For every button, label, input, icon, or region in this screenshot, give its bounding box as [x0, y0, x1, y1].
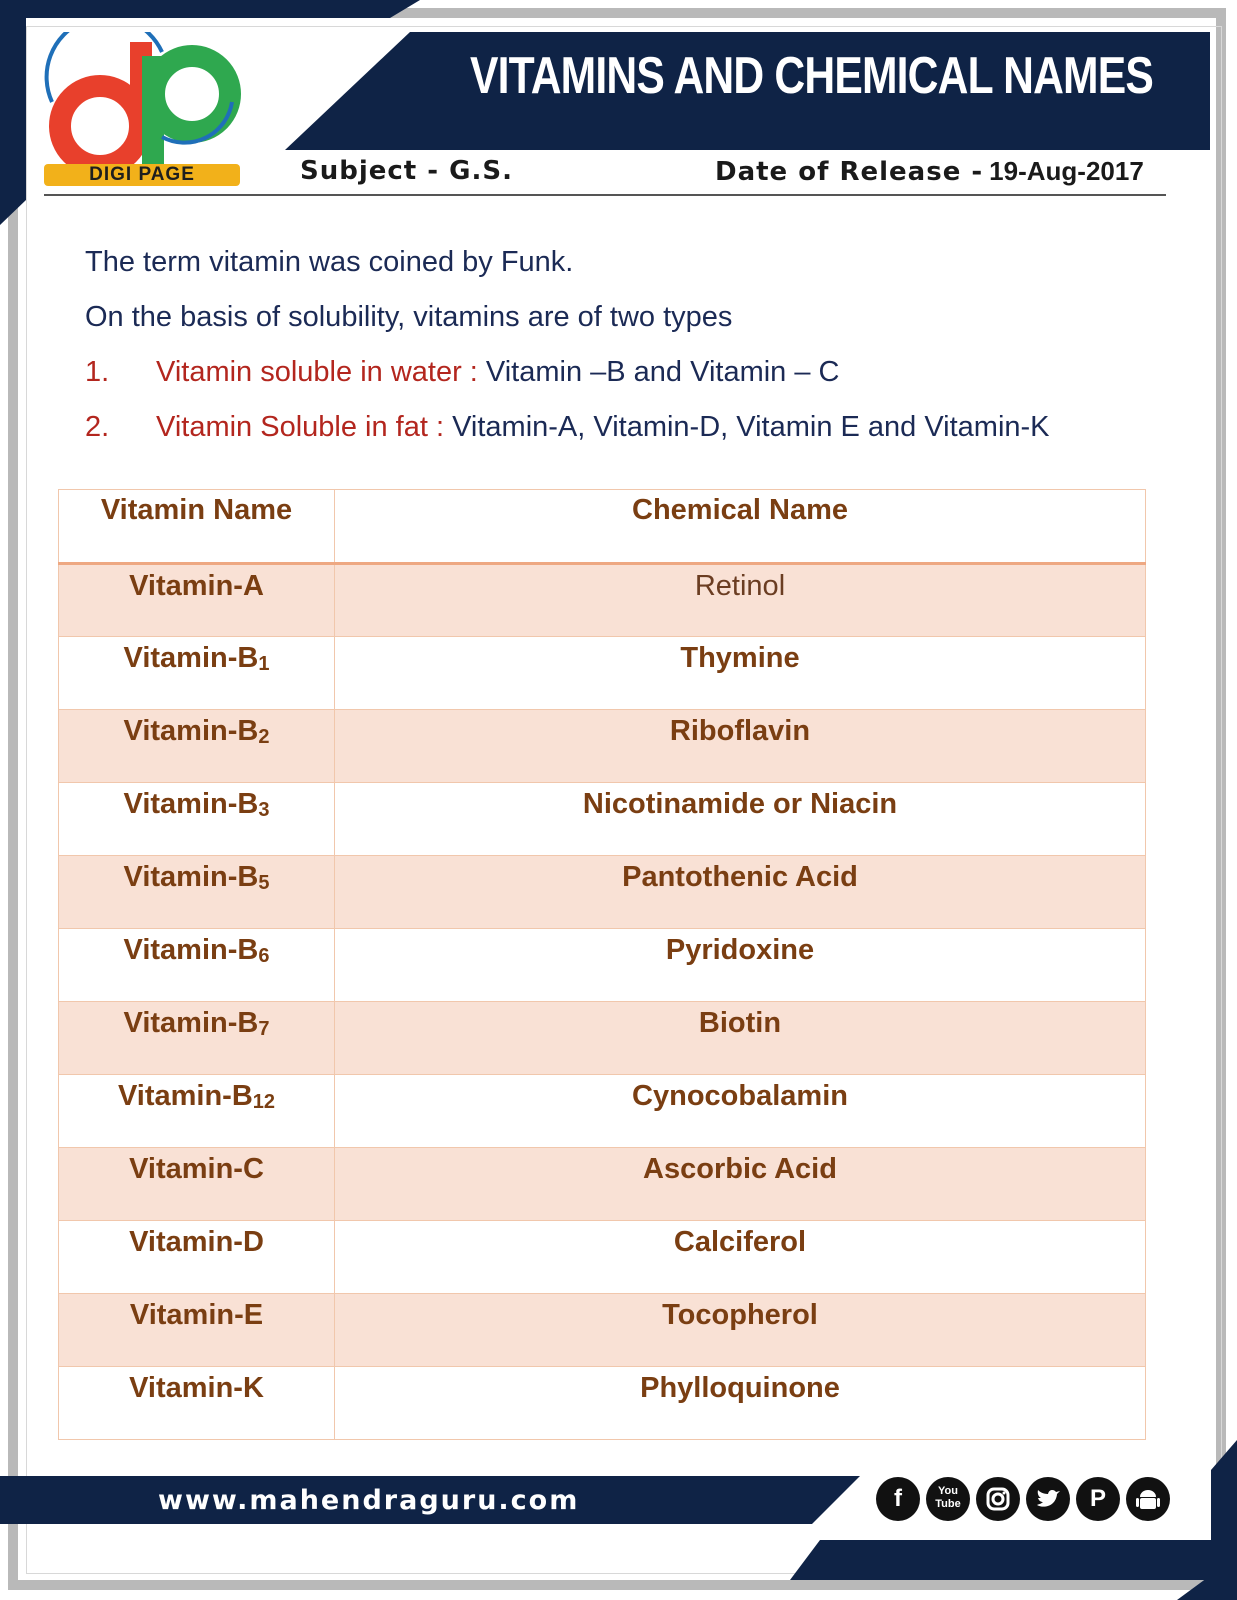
chemical-cell: Riboflavin — [335, 710, 1146, 783]
android-icon[interactable] — [1126, 1477, 1170, 1521]
chemical-cell: Pantothenic Acid — [335, 856, 1146, 929]
twitter-icon[interactable] — [1026, 1477, 1070, 1521]
instagram-icon[interactable] — [976, 1477, 1020, 1521]
table-row — [59, 1367, 1146, 1440]
table-row — [59, 1075, 1146, 1148]
twitter-glyph — [1026, 1477, 1070, 1521]
table-row — [59, 710, 1146, 783]
vitamin-table — [58, 489, 1146, 1440]
facebook-icon[interactable]: f — [876, 1477, 920, 1521]
instagram-glyph — [976, 1477, 1020, 1521]
list-value: Vitamin-A, Vitamin-D, Vitamin E and Vitamin-K — [444, 411, 1050, 443]
vitamin-cell: Vitamin-C — [59, 1148, 335, 1221]
website-link[interactable]: www.mahendraguru.com — [158, 1485, 580, 1516]
table-header-row — [59, 490, 1146, 564]
chemical-cell: Ascorbic Acid — [335, 1148, 1146, 1221]
vitamin-cell: Vitamin-B2 — [59, 710, 335, 783]
release-info — [715, 156, 1144, 187]
table-row — [59, 783, 1146, 856]
vitamin-cell: Vitamin-A — [59, 564, 335, 637]
pinterest-icon[interactable]: P — [1076, 1477, 1120, 1521]
header-vitamin-name: Vitamin Name — [59, 490, 335, 564]
vitamin-cell: Vitamin-B12 — [59, 1075, 335, 1148]
header-chemical-name: Chemical Name — [335, 490, 1146, 564]
chemical-cell: Phylloquinone — [335, 1367, 1146, 1440]
intro-line-1: The term vitamin was coined by Funk. — [85, 246, 574, 278]
release-date: 19-Aug-2017 — [989, 156, 1144, 186]
list-label: Vitamin soluble in water : — [156, 356, 478, 388]
list-number: 2. — [85, 411, 110, 443]
chemical-cell: Nicotinamide or Niacin — [335, 783, 1146, 856]
intro-line-2: On the basis of solubility, vitamins are of two types — [85, 301, 733, 333]
logo-text: DIGI PAGE — [44, 164, 240, 186]
chemical-cell: Tocopherol — [335, 1294, 1146, 1367]
table-row — [59, 1294, 1146, 1367]
table-row — [59, 1221, 1146, 1294]
table-row — [59, 1148, 1146, 1221]
page-title: VITAMINS AND CHEMICAL NAMES — [470, 47, 1154, 105]
vitamin-cell: Vitamin-B7 — [59, 1002, 335, 1075]
chemical-cell: Pyridoxine — [335, 929, 1146, 1002]
android-glyph — [1126, 1477, 1170, 1521]
footer-strip-right — [790, 1540, 1230, 1580]
table-row — [59, 929, 1146, 1002]
list-value: Vitamin –B and Vitamin – C — [477, 356, 840, 388]
list-number: 1. — [85, 356, 110, 388]
youtube-icon[interactable]: You Tube — [926, 1477, 970, 1521]
chemical-cell: Thymine — [335, 637, 1146, 710]
header-divider — [44, 194, 1166, 196]
vitamin-cell: Vitamin-B1 — [59, 637, 335, 710]
vitamin-cell: Vitamin-E — [59, 1294, 335, 1367]
release-label: Date of Release - — [715, 157, 984, 187]
vitamin-cell: Vitamin-B6 — [59, 929, 335, 1002]
chemical-cell: Retinol — [335, 564, 1146, 637]
chemical-cell: Calciferol — [335, 1221, 1146, 1294]
table-row — [59, 1002, 1146, 1075]
chemical-cell: Biotin — [335, 1002, 1146, 1075]
table-row — [59, 856, 1146, 929]
subject-label: Subject - G.S. — [300, 156, 513, 186]
vitamin-cell: Vitamin-D — [59, 1221, 335, 1294]
chemical-cell: Cynocobalamin — [335, 1075, 1146, 1148]
list-label: Vitamin Soluble in fat : — [156, 411, 445, 443]
table-row — [59, 564, 1146, 637]
table-row — [59, 637, 1146, 710]
vitamin-cell: Vitamin-K — [59, 1367, 335, 1440]
vitamin-cell: Vitamin-B5 — [59, 856, 335, 929]
vitamin-cell: Vitamin-B3 — [59, 783, 335, 856]
